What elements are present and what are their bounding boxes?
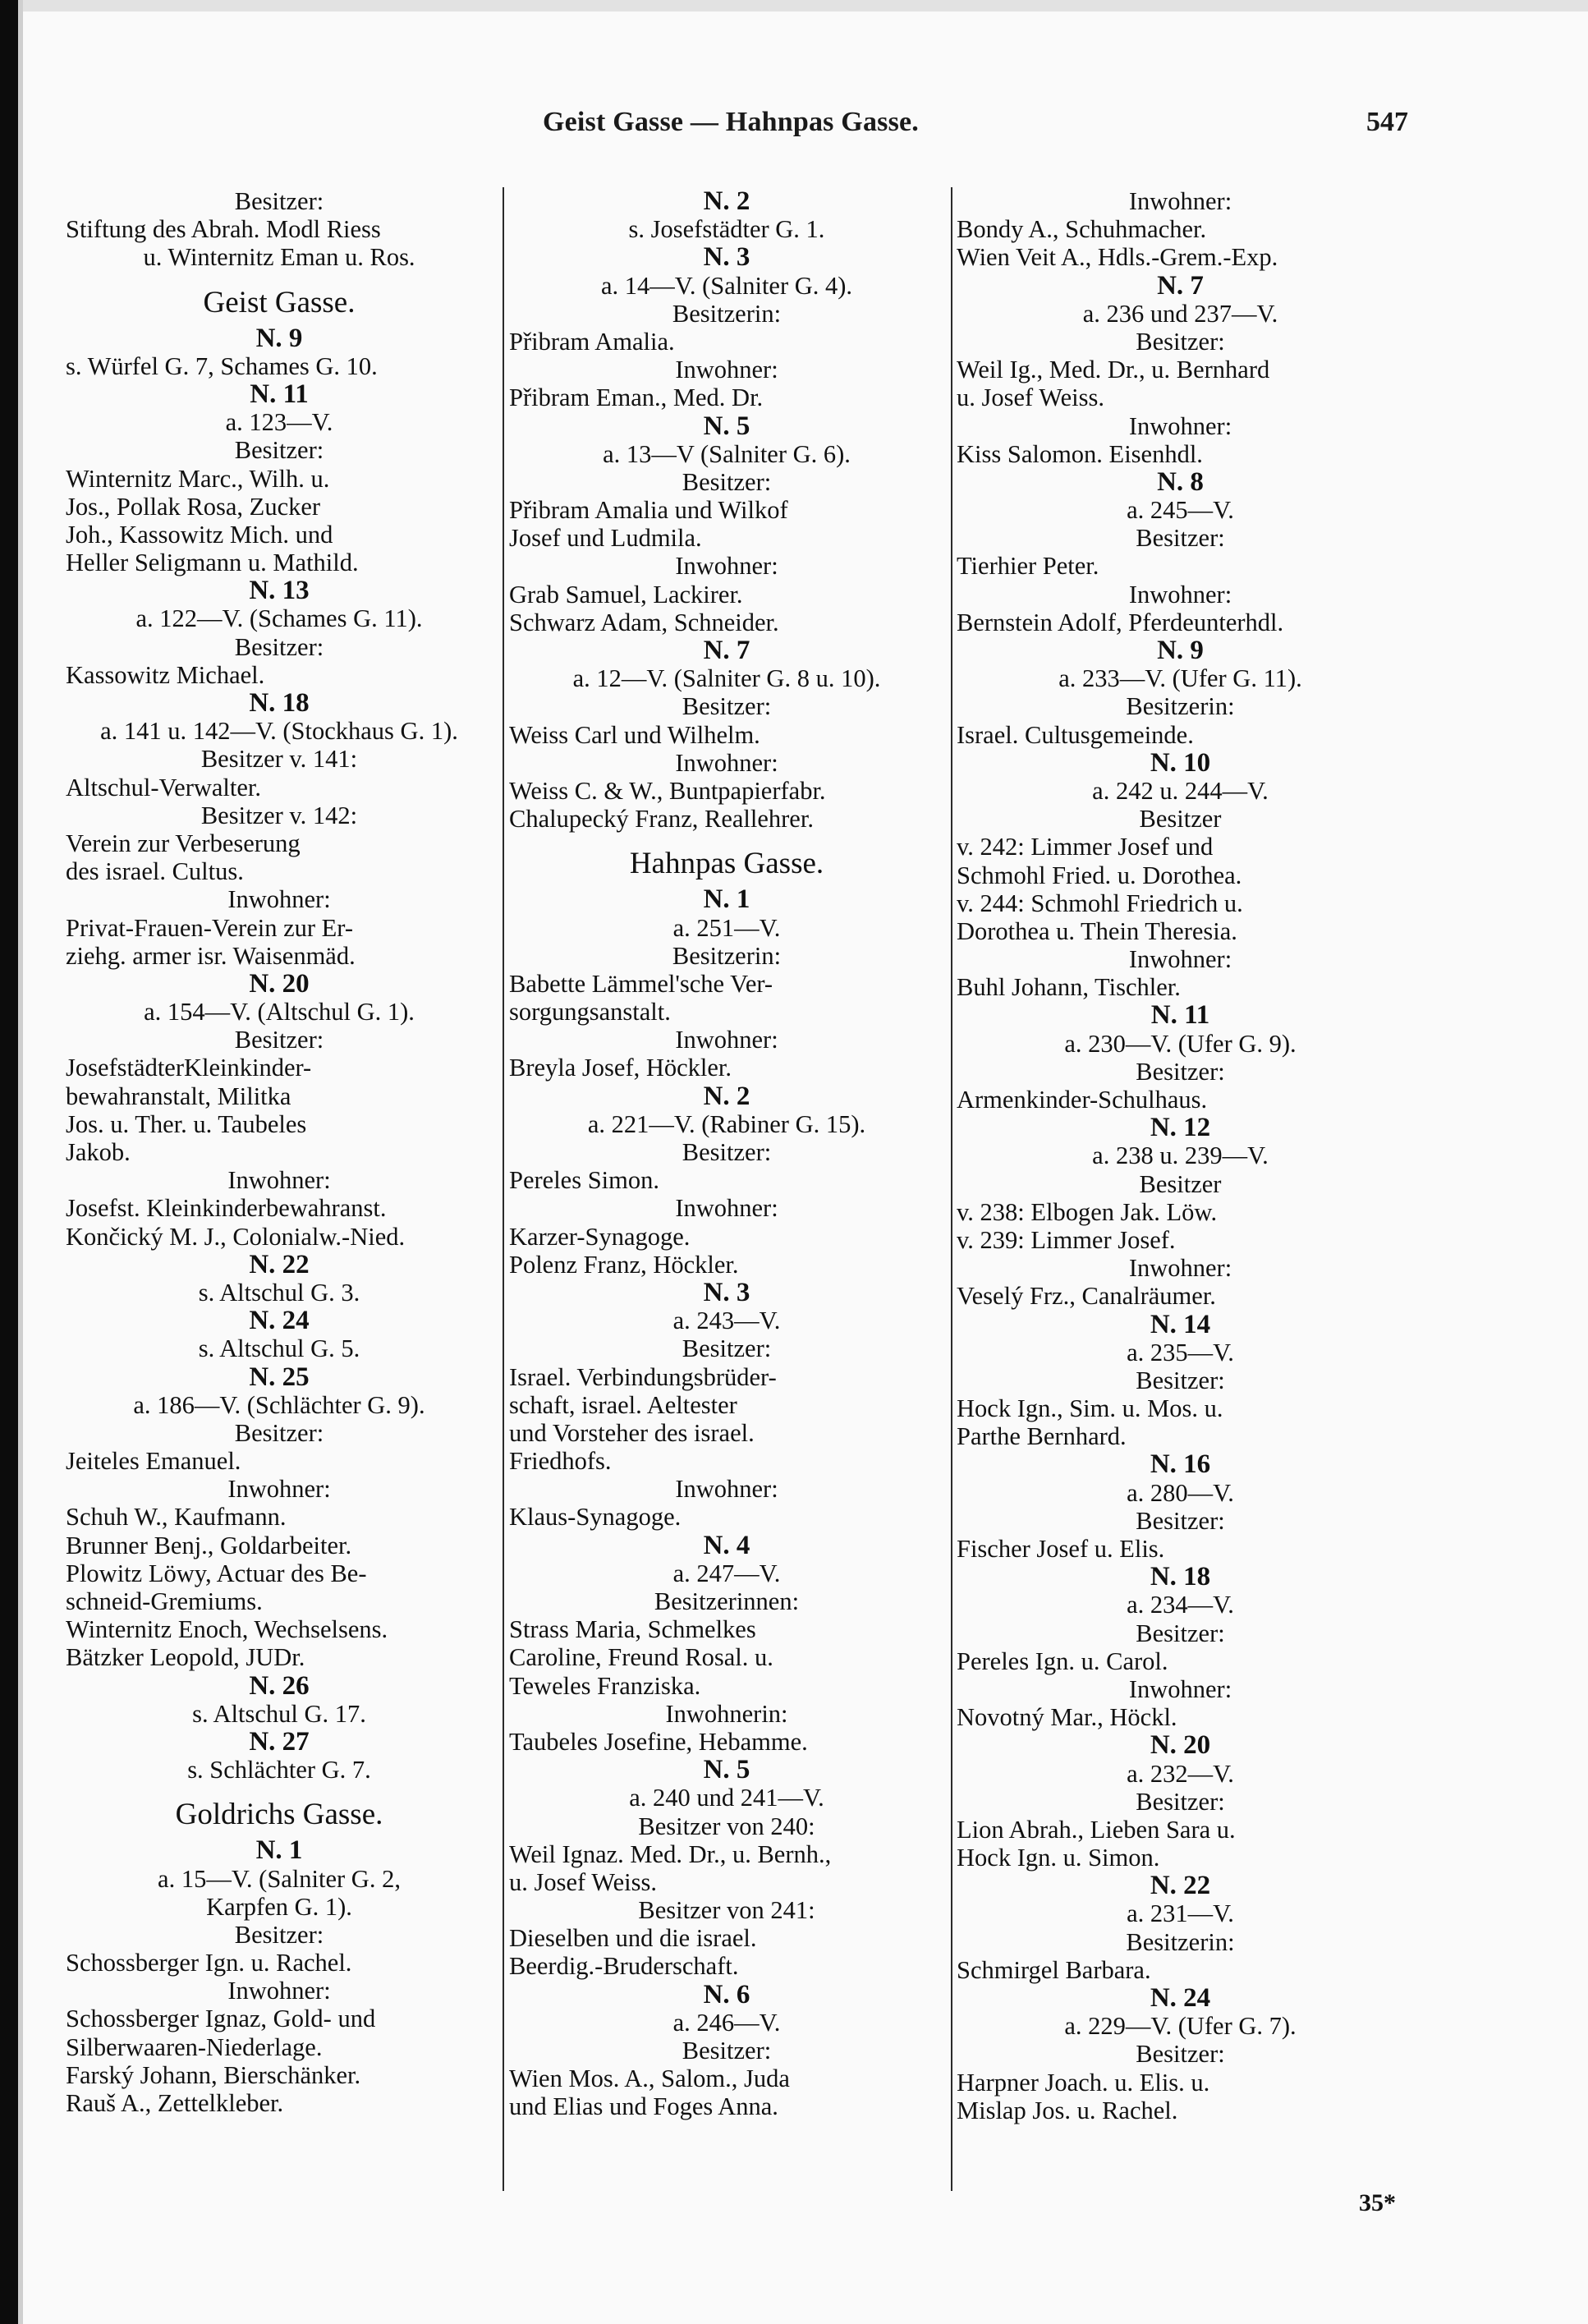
entry-line: Altschul-Verwalter.: [66, 773, 261, 801]
entry-line: Parthe Bernhard.: [957, 1422, 1127, 1451]
label-line: Besitzer:: [234, 632, 324, 661]
column-1: [66, 187, 493, 2117]
house-number: N. 9: [1157, 636, 1204, 665]
entry-line: Heller Seligmann u. Mathild.: [66, 549, 359, 577]
house-number: N. 13: [249, 576, 310, 605]
label-line: Besitzer:: [1136, 1619, 1225, 1647]
label-line: a. 238 u. 239—V.: [1092, 1141, 1269, 1170]
page-number: 547: [1366, 107, 1408, 137]
entry-line: Weiss C. & W., Buntpapierfabr.: [509, 776, 826, 805]
entry-line: schneid-Gremiums.: [66, 1587, 263, 1615]
entry-line: Schmohl Fried. u. Dorothea.: [957, 861, 1242, 889]
entry-line: Tierhier Peter.: [957, 552, 1099, 581]
label-line: a. 221—V. (Rabiner G. 15).: [587, 1109, 866, 1138]
label-line: Besitzerin:: [672, 941, 782, 970]
label-line: Karpfen G. 1).: [206, 1892, 352, 1921]
label-line: Besitzer:: [234, 1418, 324, 1447]
label-line: s. Josefstädter G. 1.: [628, 215, 825, 244]
column-divider-1: [503, 187, 504, 2191]
label-line: Besitzer von 240:: [638, 1812, 815, 1840]
label-line: a. 245—V.: [1127, 496, 1234, 525]
house-number: N. 22: [1150, 1872, 1211, 1900]
page-header: [0, 107, 1588, 156]
entry-line: Schossberger Ign. u. Rachel.: [66, 1949, 352, 1977]
label-line: a. 122—V. (Schames G. 11).: [135, 604, 423, 633]
house-number: N. 1: [255, 1836, 303, 1865]
entry-line: JosefstädterKleinkinder-: [66, 1054, 312, 1082]
label-line: a. 14—V. (Salniter G. 4).: [600, 271, 853, 300]
label-line: Inwohner:: [227, 1475, 331, 1504]
label-line: Inwohner:: [1128, 1254, 1232, 1283]
house-number: N. 10: [1150, 748, 1211, 777]
entry-line: Armenkinder-Schulhaus.: [957, 1086, 1208, 1114]
entry-line: Verein zur Verbeserung: [66, 829, 301, 857]
label-line: Inwohner:: [227, 1977, 331, 2005]
label-line: Besitzer:: [682, 1334, 772, 1363]
entry-line: Josefst. Kleinkinderbewahranst.: [66, 1194, 387, 1223]
entry-line: und Vorsteher des israel.: [509, 1418, 755, 1447]
entry-line: und Elias und Foges Anna.: [509, 2092, 778, 2121]
label-line: Besitzer:: [234, 436, 324, 465]
entry-line: Taubeles Josefine, Hebamme.: [509, 1727, 808, 1756]
label-line: Besitzer von 241:: [638, 1896, 815, 1925]
label-line: Besitzer:: [1136, 327, 1225, 356]
house-number: N. 18: [1150, 1563, 1211, 1591]
entry-line: ziehg. armer isr. Waisenmäd.: [66, 941, 356, 970]
label-line: Besitzer v. 141:: [200, 745, 358, 774]
label-line: Inwohnerin:: [665, 1699, 788, 1728]
entry-line: Přibram Amalia.: [509, 327, 675, 356]
label-line: Inwohner:: [675, 1026, 778, 1054]
entry-line: Bondy A., Schuhmacher.: [957, 215, 1207, 244]
entry-line: Caroline, Freund Rosal. u.: [509, 1643, 773, 1672]
entry-line: Joh., Kassowitz Mich. und: [66, 520, 333, 549]
entry-line: Winternitz Enoch, Wechselsens.: [66, 1615, 388, 1644]
label-line: s. Altschul G. 3.: [198, 1278, 360, 1307]
entry-line: Weil Ig., Med. Dr., u. Bernhard: [957, 356, 1270, 384]
entry-line: Novotný Mar., Höckl.: [957, 1703, 1177, 1732]
entry-line: sorgungsanstalt.: [509, 998, 671, 1027]
house-number: N. 2: [703, 187, 750, 216]
label-line: a. 154—V. (Altschul G. 1).: [144, 998, 415, 1027]
entry-line: s. Würfel G. 7, Schames G. 10.: [66, 351, 378, 380]
label-line: a. 251—V.: [672, 913, 781, 942]
entry-line: Friedhofs.: [509, 1447, 612, 1476]
label-line: u. Winternitz Eman u. Ros.: [143, 243, 415, 272]
label-line: a. 234—V.: [1127, 1591, 1234, 1619]
label-line: a. 243—V.: [672, 1307, 781, 1335]
label-line: Inwohner:: [675, 356, 778, 384]
entry-line: Stiftung des Abrah. Modl Riess: [66, 215, 381, 244]
entry-line: Israel. Verbindungsbrüder-: [509, 1362, 777, 1391]
label-line: Besitzerinnen:: [654, 1587, 800, 1615]
entry-line: Josef und Ludmila.: [509, 524, 702, 553]
entry-line: Pereles Simon.: [509, 1166, 659, 1195]
entry-line: bewahranstalt, Militka: [66, 1082, 291, 1110]
label-line: a. 15—V. (Salniter G. 2,: [158, 1864, 401, 1893]
entry-line: Kiss Salomon. Eisenhdl.: [957, 439, 1203, 468]
entry-line: Jakob.: [66, 1138, 131, 1166]
label-line: Besitzer:: [234, 1026, 324, 1054]
house-number: N. 24: [249, 1307, 310, 1335]
label-line: Inwohner:: [227, 885, 331, 914]
label-line: a. 12—V. (Salniter G. 8 u. 10).: [572, 664, 881, 693]
house-number: N. 1: [703, 885, 750, 914]
entry-line: Israel. Cultusgemeinde.: [957, 720, 1194, 749]
entry-line: Wien Mos. A., Salom., Juda: [509, 2065, 790, 2093]
house-number: N. 16: [1150, 1450, 1211, 1479]
entry-line: Weil Ignaz. Med. Dr., u. Bernh.,: [509, 1839, 832, 1868]
entry-line: Přibram Eman., Med. Dr.: [509, 384, 764, 412]
house-number: N. 3: [703, 243, 750, 272]
label-line: Besitzer:: [1136, 2040, 1225, 2069]
label-line: Inwohner:: [1128, 580, 1232, 609]
label-line: Besitzer: [1139, 805, 1222, 834]
entry-line: des israel. Cultus.: [66, 857, 244, 886]
entry-line: Farský Johann, Bierschänker.: [66, 2060, 361, 2089]
column-3: [957, 187, 1404, 2124]
house-number: N. 7: [1157, 271, 1204, 300]
street-heading: Geist Gasse.: [203, 285, 356, 319]
entry-line: Chalupecký Franz, Reallehrer.: [509, 805, 814, 834]
house-number: N. 2: [703, 1082, 750, 1110]
label-line: Besitzer v. 142:: [200, 801, 358, 829]
house-number: N. 25: [249, 1362, 310, 1391]
house-number: N. 11: [250, 379, 309, 409]
column-divider-2: [951, 187, 952, 2191]
label-line: Besitzer:: [682, 1138, 772, 1166]
entry-line: Rauš A., Zettelkleber.: [66, 2089, 284, 2117]
entry-line: Buhl Johann, Tischler.: [957, 973, 1181, 1002]
house-number: N. 14: [1150, 1310, 1211, 1339]
label-line: Inwohner:: [675, 748, 778, 777]
label-line: Besitzerin:: [1126, 1927, 1235, 1956]
entry-line: v. 242: Limmer Josef und: [957, 833, 1214, 861]
entry-line: v. 244: Schmohl Friedrich u.: [957, 889, 1243, 917]
label-line: Inwohner:: [675, 1475, 778, 1504]
street-heading: Goldrichs Gasse.: [175, 1798, 383, 1832]
entry-line: Babette Lämmel'sche Ver-: [509, 969, 773, 998]
label-line: a. 123—V.: [225, 408, 333, 437]
label-line: a. 186—V. (Schlächter G. 9).: [133, 1390, 425, 1419]
street-heading: Hahnpas Gasse.: [629, 847, 824, 881]
entry-line: Bernstein Adolf, Pferdeunterhdl.: [957, 608, 1284, 636]
entry-line: u. Josef Weiss.: [957, 384, 1104, 412]
entry-line: Hock Ign. u. Simon.: [957, 1844, 1160, 1872]
entry-line: Privat-Frauen-Verein zur Er-: [66, 913, 353, 942]
label-line: Besitzer:: [1136, 524, 1225, 553]
house-number: N. 5: [703, 411, 750, 440]
label-line: Besitzer:: [1136, 1057, 1225, 1086]
entry-line: Bätzker Leopold, JUDr.: [66, 1643, 305, 1672]
entry-line: Grab Samuel, Lackirer.: [509, 580, 743, 609]
label-line: Inwohner:: [1128, 187, 1232, 215]
entry-line: Wien Veit A., Hdls.-Grem.-Exp.: [957, 243, 1278, 272]
running-title: Geist Gasse — Hahnpas Gasse.: [542, 107, 920, 137]
entry-line: Schmirgel Barbara.: [957, 1955, 1151, 1984]
entry-line: v. 239: Limmer Josef.: [957, 1225, 1176, 1254]
entry-line: Silberwaaren-Niederlage.: [66, 2032, 323, 2061]
entry-line: Harpner Joach. u. Elis. u.: [957, 2068, 1210, 2097]
label-line: Besitzer:: [682, 2037, 772, 2065]
house-number: N. 20: [1150, 1731, 1211, 1760]
house-number: N. 20: [249, 969, 310, 999]
signature-mark: 35*: [1359, 2189, 1396, 2216]
entry-line: Dorothea u. Thein Theresia.: [957, 916, 1237, 945]
label-line: a. 246—V.: [672, 2008, 781, 2037]
entry-line: Přibram Amalia und Wilkof: [509, 496, 788, 525]
entry-line: Weiss Carl und Wilhelm.: [509, 720, 760, 749]
label-line: a. 233—V. (Ufer G. 11).: [1058, 664, 1302, 693]
label-line: Besitzer:: [1136, 1506, 1225, 1535]
entry-line: Brunner Benj., Goldarbeiter.: [66, 1531, 352, 1559]
house-number: N. 24: [1150, 1984, 1211, 2013]
entry-line: Lion Abrah., Lieben Sara u.: [957, 1815, 1236, 1844]
entry-line: v. 238: Elbogen Jak. Löw.: [957, 1197, 1218, 1226]
entry-line: Pereles Ign. u. Carol.: [957, 1647, 1168, 1675]
label-line: Inwohner:: [1128, 945, 1232, 974]
house-number: N. 26: [249, 1671, 310, 1700]
label-line: a. 242 u. 244—V.: [1092, 776, 1269, 805]
house-number: N. 3: [703, 1278, 750, 1307]
entry-line: Jeiteles Emanuel.: [66, 1447, 241, 1476]
entry-line: Schwarz Adam, Schneider.: [509, 608, 779, 636]
entry-line: Hock Ign., Sim. u. Mos. u.: [957, 1394, 1223, 1423]
entry-line: Končický M. J., Colonialw.-Nied.: [66, 1222, 406, 1251]
label-line: a. 141 u. 142—V. (Stockhaus G. 1).: [100, 717, 458, 746]
label-line: s. Schlächter G. 7.: [187, 1756, 371, 1784]
house-number: N. 8: [1157, 467, 1204, 497]
entry-line: Strass Maria, Schmelkes: [509, 1615, 756, 1644]
entry-line: Mislap Jos. u. Rachel.: [957, 2096, 1178, 2124]
label-line: a. 229—V. (Ufer G. 7).: [1064, 2012, 1297, 2041]
entry-line: Kassowitz Michael.: [66, 660, 265, 689]
entry-line: Karzer-Synagoge.: [509, 1222, 691, 1251]
entry-line: schaft, israel. Aeltester: [509, 1390, 737, 1419]
house-number: N. 22: [249, 1250, 310, 1279]
label-line: a. 236 und 237—V.: [1082, 299, 1278, 328]
label-line: Inwohner:: [227, 1166, 331, 1195]
house-number: N. 5: [703, 1756, 750, 1784]
label-line: Besitzer:: [1136, 1787, 1225, 1816]
entry-line: Winternitz Marc., Wilh. u.: [66, 464, 330, 493]
label-line: Inwohner:: [1128, 411, 1232, 440]
entry-line: Schuh W., Kaufmann.: [66, 1503, 287, 1532]
house-number: N. 4: [703, 1531, 750, 1559]
house-number: N. 6: [703, 1980, 750, 2009]
entry-line: Schossberger Ignaz, Gold- und: [66, 2005, 376, 2033]
house-number: N. 12: [1150, 1114, 1211, 1142]
entry-line: Veselý Frz., Canalräumer.: [957, 1282, 1216, 1311]
label-line: Inwohner:: [675, 552, 778, 581]
label-line: Besitzer:: [682, 692, 772, 721]
label-line: a. 247—V.: [672, 1559, 781, 1587]
entry-line: Dieselben und die israel.: [509, 1924, 757, 1953]
entry-line: Klaus-Synagoge.: [509, 1503, 682, 1532]
label-line: Besitzer: [1139, 1169, 1222, 1198]
label-line: s. Altschul G. 17.: [192, 1699, 366, 1728]
label-line: a. 231—V.: [1127, 1899, 1234, 1928]
entry-line: Breyla Josef, Höckler.: [509, 1054, 732, 1082]
label-line: s. Altschul G. 5.: [198, 1334, 360, 1363]
label-line: Besitzer:: [1136, 1366, 1225, 1394]
entry-line: Plowitz Löwy, Actuar des Be-: [66, 1559, 367, 1587]
entry-line: Fischer Josef u. Elis.: [957, 1535, 1165, 1563]
entry-line: Jos. u. Ther. u. Taubeles: [66, 1109, 307, 1138]
column-2: [509, 187, 944, 2121]
entry-line: Teweles Franziska.: [509, 1671, 701, 1700]
entry-line: Polenz Franz, Höckler.: [509, 1250, 739, 1279]
label-line: Besitzer:: [682, 467, 772, 496]
entry-line: u. Josef Weiss.: [509, 1867, 657, 1896]
label-line: a. 280—V.: [1127, 1478, 1234, 1507]
house-number: N. 27: [249, 1727, 310, 1757]
label-line: a. 232—V.: [1127, 1759, 1234, 1788]
house-number: N. 18: [249, 689, 310, 718]
entry-line: Beerdig.-Bruderschaft.: [509, 1952, 739, 1981]
label-line: Inwohner:: [1128, 1674, 1232, 1703]
house-number: N. 9: [255, 324, 303, 352]
label-line: a. 13—V (Salniter G. 6).: [603, 439, 851, 468]
house-number: N. 7: [703, 636, 750, 665]
label-line: Besitzer:: [234, 187, 324, 215]
label-line: a. 230—V. (Ufer G. 9).: [1064, 1029, 1297, 1058]
label-line: Besitzerin:: [672, 299, 782, 328]
label-line: a. 240 und 241—V.: [629, 1784, 824, 1812]
label-line: a. 235—V.: [1127, 1338, 1234, 1366]
label-line: Inwohner:: [675, 1194, 778, 1223]
label-line: Besitzerin:: [1126, 692, 1235, 721]
house-number: N. 11: [1150, 1001, 1210, 1030]
label-line: Besitzer:: [234, 1920, 324, 1949]
entry-line: Jos., Pollak Rosa, Zucker: [66, 492, 321, 521]
